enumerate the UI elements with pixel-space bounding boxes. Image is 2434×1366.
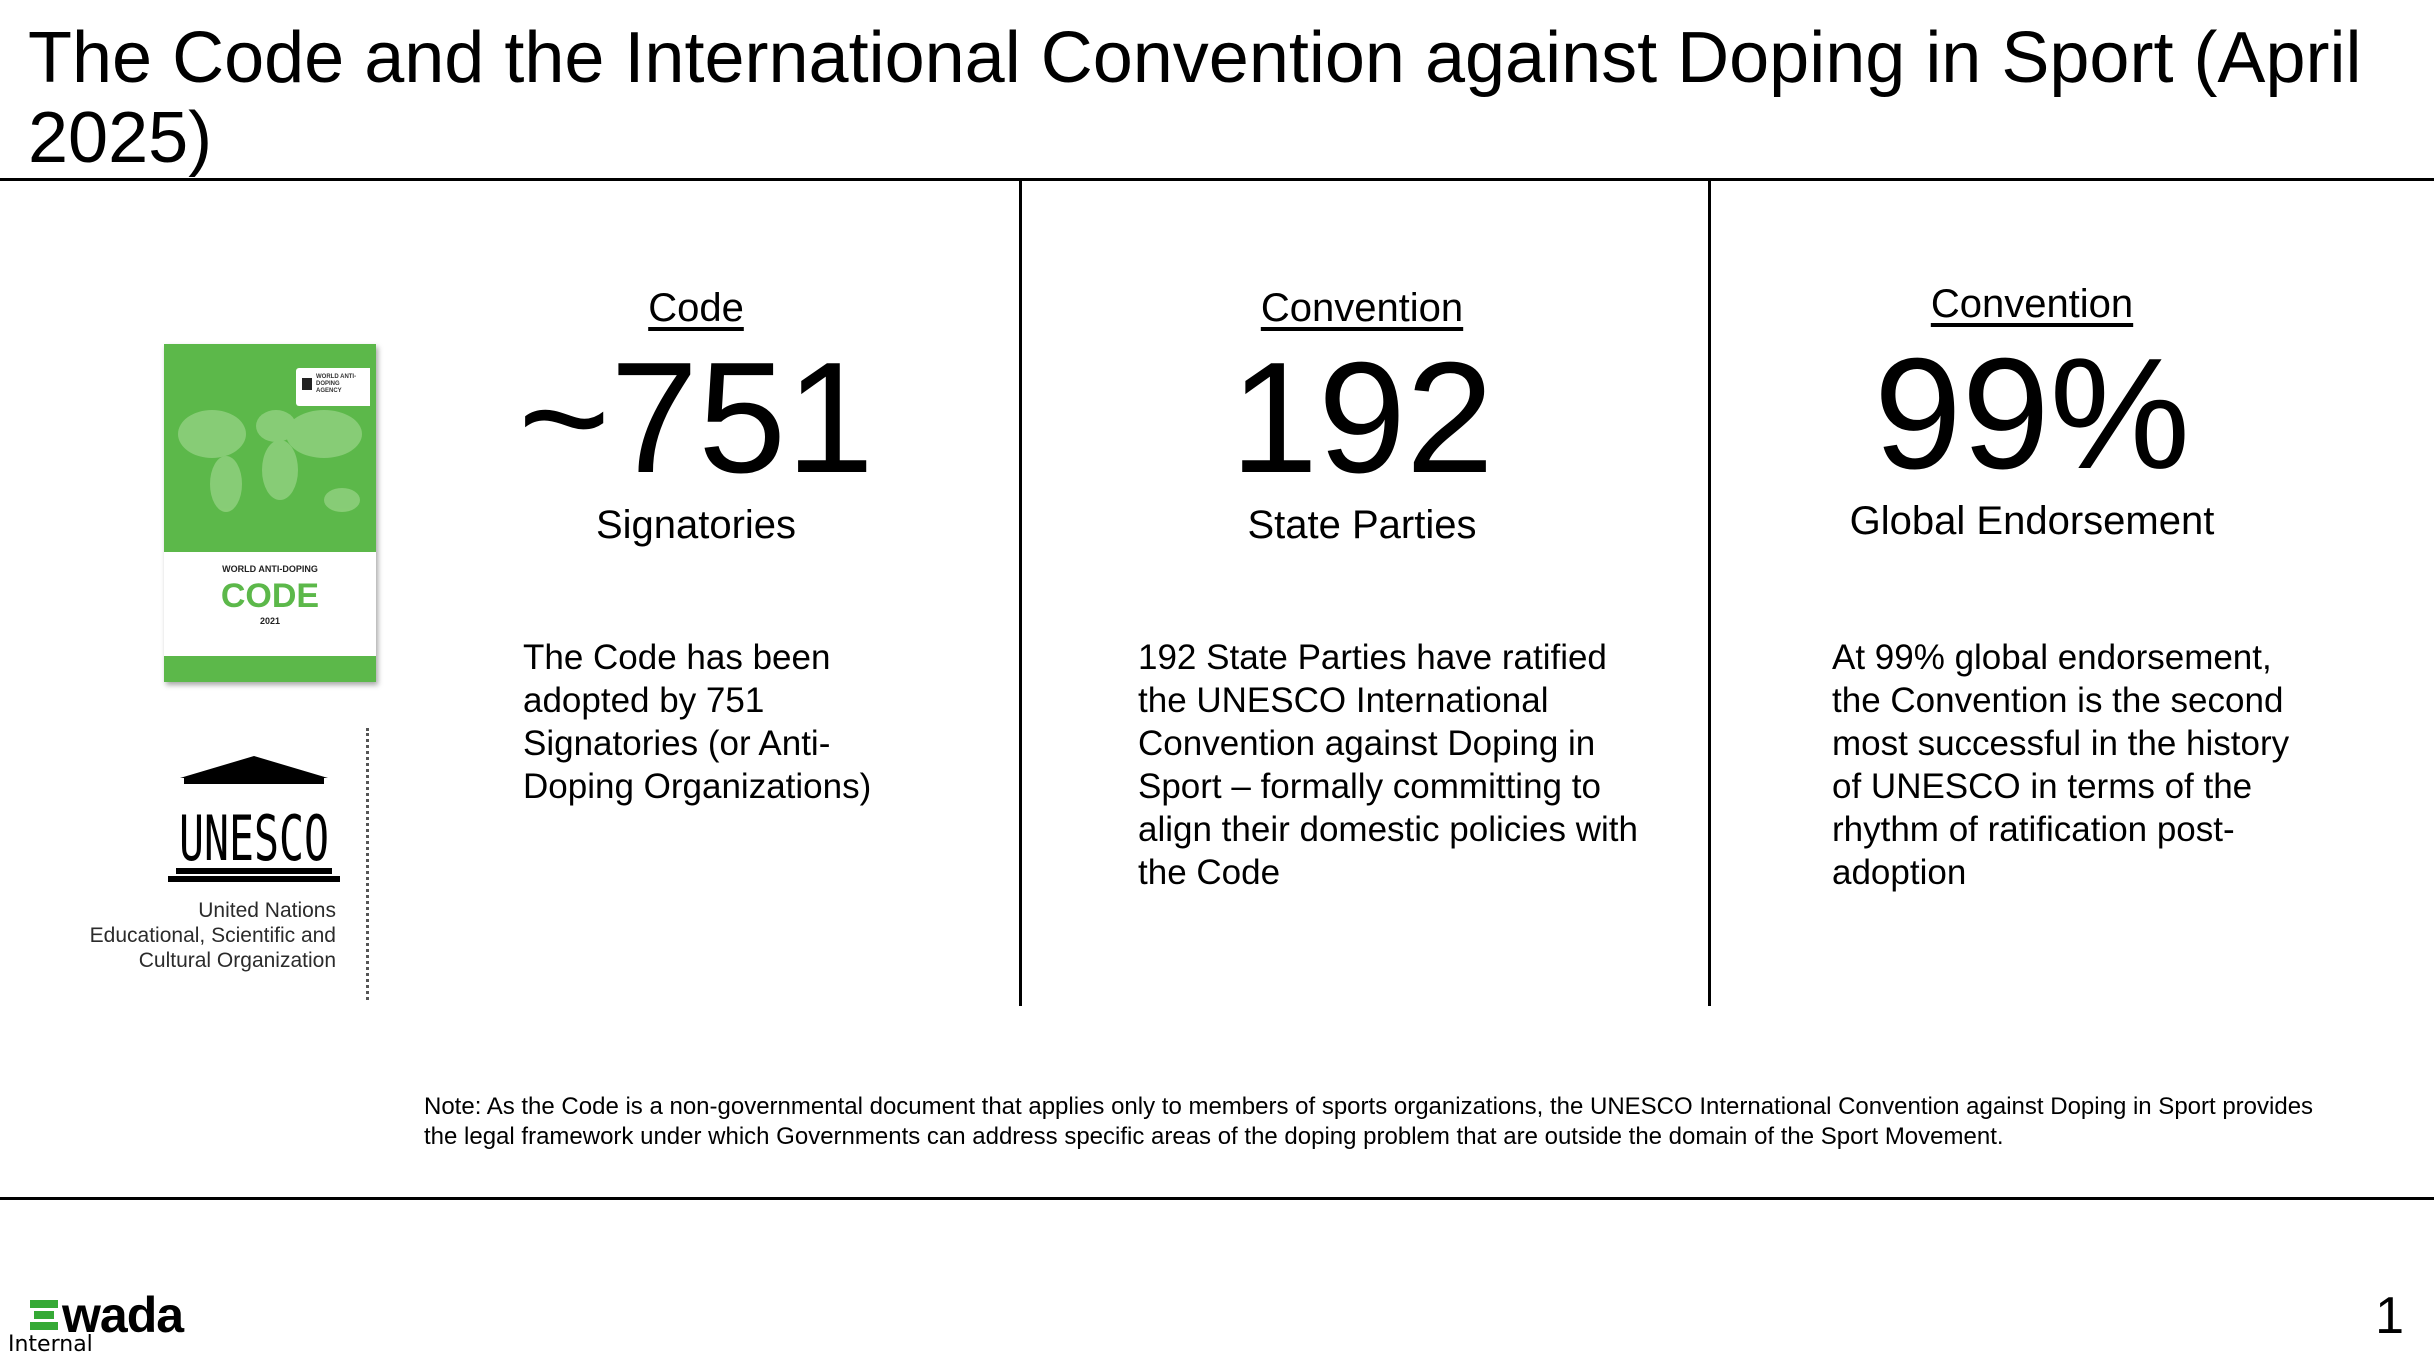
booklet-label-code: CODE xyxy=(220,577,320,615)
stat-subtitle: Signatories xyxy=(595,503,797,547)
column-divider-2 xyxy=(1708,180,1711,1006)
footer-divider xyxy=(0,1197,2434,1200)
column-divider-1 xyxy=(1019,180,1022,1006)
wada-mark-icon xyxy=(30,1300,58,1330)
stat-number: 192 xyxy=(1230,330,1494,506)
unesco-dotted-divider xyxy=(366,728,369,1000)
wada-badge xyxy=(296,368,370,406)
stat-subtitle: State Parties xyxy=(1247,503,1477,547)
stat-convention-parties xyxy=(1162,286,1562,548)
unesco-temple-icon xyxy=(162,754,346,884)
booklet-label-year: 2021 xyxy=(259,616,281,626)
wada-logo-text: wada xyxy=(62,1287,184,1343)
unesco-caption-line-1: United Nations xyxy=(198,899,336,922)
booklet-label-top: WORLD ANTI-DOPING xyxy=(222,564,318,574)
stat-description: At 99% global endorsement, the Convention is the second most successful in the history of UNESCO in terms of the rhythm of ratification post-adoption xyxy=(1832,638,2290,892)
classification-label: Internal xyxy=(8,1332,93,1357)
stat-heading: Convention xyxy=(1930,282,2134,326)
unesco-caption-line-2: Educational, Scientific and xyxy=(89,924,336,947)
stat-code xyxy=(496,286,896,548)
page-number: 1 xyxy=(2375,1287,2404,1345)
footnote: Note: As the Code is a non-governmental document that applies only to members of sports organizations, the UNESCO International Convention against Doping in Sport provides the legal framework under which Governments can address specific areas of the doping problem that are outside the domain of the Sport Movement. xyxy=(424,1093,2314,1150)
stat-convention-endorsement xyxy=(1782,282,2282,544)
stat-number: ~751 xyxy=(518,330,874,506)
title-divider xyxy=(0,178,2434,181)
unesco-caption-line-3: Cultural Organization xyxy=(138,949,336,972)
stat-heading: Code xyxy=(648,286,744,330)
unesco-wordmark: UNESCO xyxy=(179,802,329,875)
stat-subtitle: Global Endorsement xyxy=(1849,499,2215,543)
booklet-badge-text: WORLD ANTI-DOPING AGENCY xyxy=(316,374,357,394)
stat-description: 192 State Parties have ratified the UNESCO International Convention against Doping in Sport – formally committing to align their domestic policies with the Code xyxy=(1138,638,1638,892)
stat-description: The Code has been adopted by 751 Signatories (or Anti-Doping Organizations) xyxy=(523,638,872,806)
booklet-label-area xyxy=(164,552,376,656)
stat-heading: Convention xyxy=(1260,286,1464,330)
unesco-caption xyxy=(36,898,336,973)
code-booklet-image xyxy=(164,344,376,682)
page-title: The Code and the International Convention against Doping in Sport (April 2025) xyxy=(28,18,2362,178)
stat-number: 99% xyxy=(1873,326,2191,502)
